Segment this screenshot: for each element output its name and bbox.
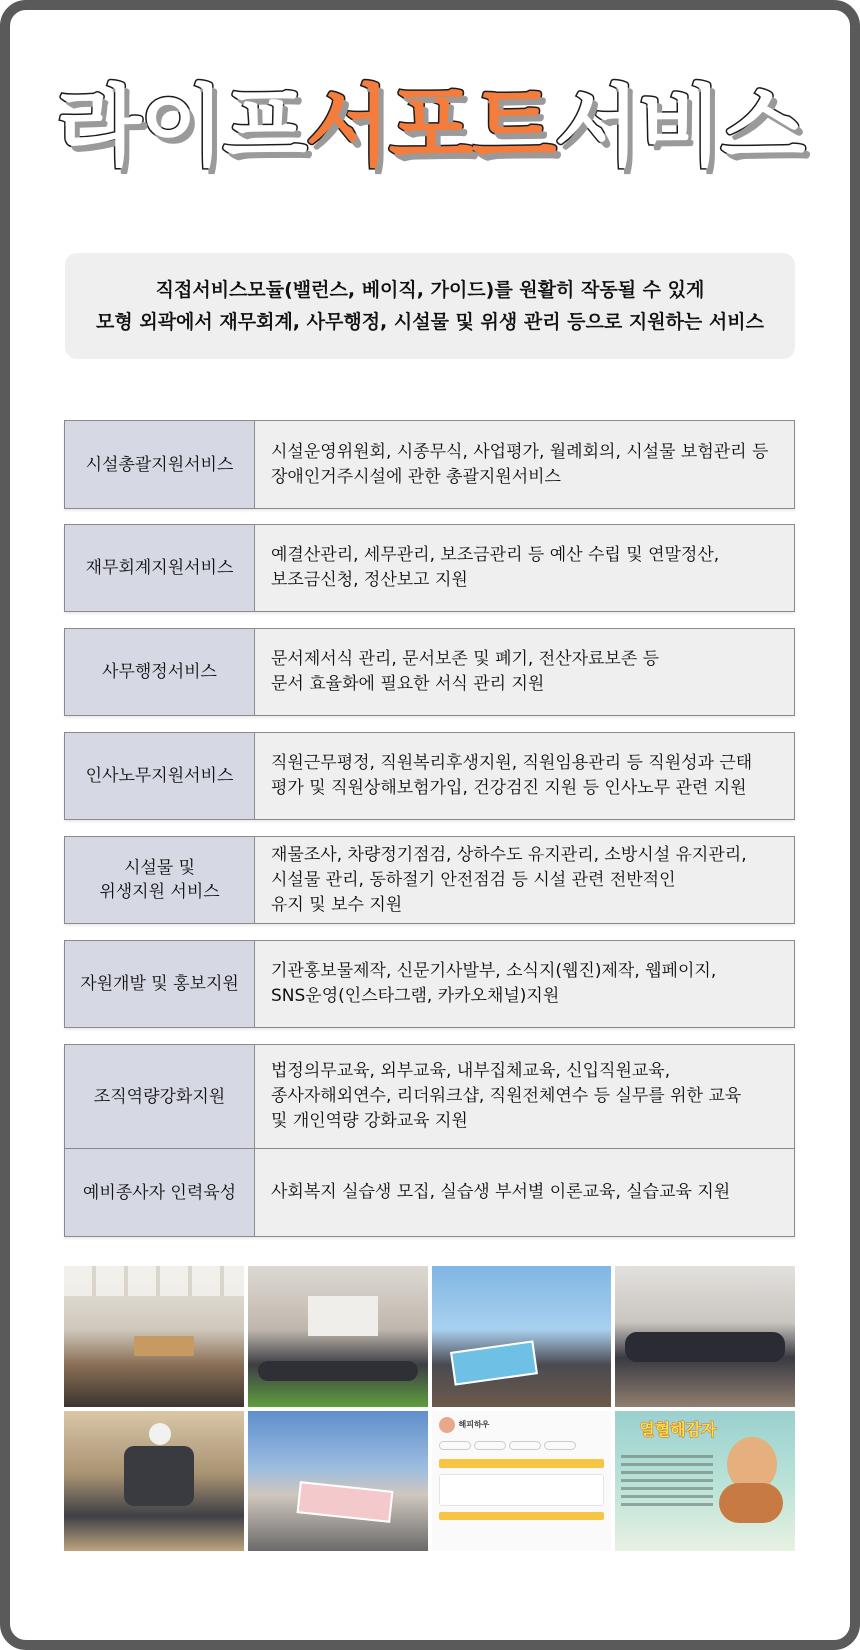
service-label: 자원개발 및 홍보지원 [65, 941, 255, 1027]
photo-classroom-training [64, 1266, 244, 1407]
title-part-2-highlight: 서포트 [305, 75, 555, 178]
service-description: 사회복지 실습생 모집, 실습생 부서별 이론교육, 실습교육 지원 [255, 1149, 794, 1236]
app-banner-bar [439, 1459, 605, 1468]
service-row-facility-hygiene [64, 836, 795, 924]
service-description: 기관홍보물제작, 신문기사발부, 소식지(웹진)제작, 웹페이지, SNS운영(인스타그램, 카카오채널)지원 [255, 941, 794, 1027]
service-description: 예결산관리, 세무관리, 보조금관리 등 예산 수립 및 연말정산, 보조금신청, 정산보고 지원 [255, 525, 794, 611]
title-part-1: 라이프 [56, 75, 306, 178]
service-description: 문서제서식 관리, 문서보존 및 폐기, 전산자료보존 등 문서 효율화에 필요한 서식 관리 지원 [255, 629, 794, 715]
photo-campaign-poster [615, 1411, 795, 1552]
photo-overseas-group-banner [248, 1411, 428, 1552]
service-label: 시설물 및 위생지원 서비스 [65, 837, 255, 923]
title-part-3: 서비스 [554, 75, 804, 178]
service-description: 시설운영위원회, 시종무식, 사업평가, 월례회의, 시설물 보험관리 등 장애인거주시설에 관한 총괄지원서비스 [255, 421, 794, 508]
photo-outdoor-group [432, 1266, 612, 1407]
app-avatar [439, 1417, 455, 1433]
photo-seminar-audience [248, 1266, 428, 1407]
photo-gallery [64, 1266, 795, 1551]
photo-social-media-screenshot [432, 1411, 612, 1552]
photo-cpr-training [64, 1411, 244, 1552]
service-row-organizational-capacity [64, 1044, 795, 1149]
service-label: 조직역량강화지원 [65, 1045, 255, 1148]
summary-line-2: 모형 외곽에서 재무회계, 사무행정, 시설물 및 위생 관리 등으로 지원하는 서비스 [96, 311, 764, 333]
service-row-administration [64, 628, 795, 716]
service-row-facility-general [64, 420, 795, 509]
service-description: 법정의무교육, 외부교육, 내부집체교육, 신입직원교육, 종사자해외연수, 리더워크샵, 직원전체연수 등 실무를 위한 교육 및 개인역량 강화교육 지원 [255, 1045, 794, 1148]
service-label: 인사노무지원서비스 [65, 733, 255, 819]
service-label: 사무행정서비스 [65, 629, 255, 715]
service-row-resource-promotion [64, 940, 795, 1028]
service-description: 재물조사, 차량정기점검, 상하수도 유지관리, 소방시설 유지관리, 시설물 관리, 동하절기 안전점검 등 시설 관련 전반적인 유지 및 보수 지원 [255, 837, 794, 923]
service-row-finance-accounting [64, 524, 795, 612]
page-title [0, 72, 860, 182]
summary-line-1: 직접서비스모듈(밸런스, 베이직, 가이드)를 원활히 작동될 수 있게 [155, 279, 705, 301]
service-label: 시설총괄지원서비스 [65, 421, 255, 508]
service-row-hr-labor [64, 732, 795, 820]
poster-title: 열혈해감자 [639, 1419, 717, 1439]
service-row-prospective-workers [64, 1148, 795, 1237]
service-label: 예비종사자 인력육성 [65, 1149, 255, 1236]
photo-indoor-group [615, 1266, 795, 1407]
service-label: 재무회계지원서비스 [65, 525, 255, 611]
app-profile-name: 해피하우 [458, 1419, 490, 1429]
service-summary-box [65, 253, 795, 359]
app-post-card [439, 1474, 605, 1506]
service-description: 직원근무평정, 직원복리후생지원, 직원임용관리 등 직원성과 근태 평가 및 직원상해보험가입, 건강검진 지원 등 인사노무 관련 지원 [255, 733, 794, 819]
